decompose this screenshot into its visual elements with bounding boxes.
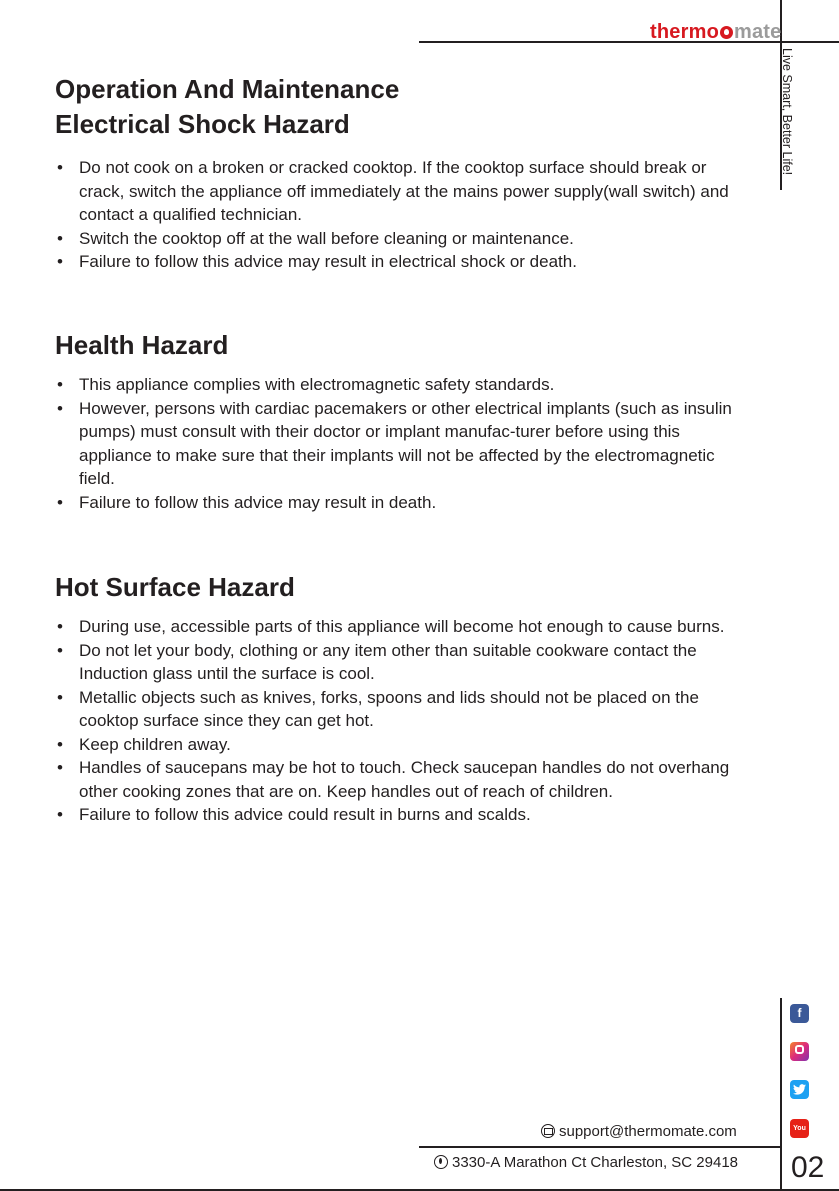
list-item: • Failure to follow this advice may result in death. [55,491,755,515]
list-item: • Failure to follow this advice could result in burns and scalds. [55,803,755,827]
title-line-operation: Operation And Maintenance [55,74,400,104]
flame-icon [720,26,733,39]
electrical-hazard-list [55,156,755,274]
list-item: • Switch the cooktop off at the wall before cleaning or maintenance. [55,227,755,251]
hot-surface-list [55,615,755,827]
location-pin-icon [434,1155,448,1169]
list-item: • Failure to follow this advice may result in electrical shock or death. [55,250,755,274]
twitter-bird [793,1084,806,1095]
twitter-icon[interactable] [790,1080,809,1099]
brand-logo [650,20,781,44]
health-hazard-section [55,328,755,514]
title-line-electrical: Electrical Shock Hazard [55,109,350,139]
list-item: • This appliance complies with electromagnetic safety standards. [55,373,755,397]
address-text: 3330-A Marathon Ct Charleston, SC 29418 [452,1154,739,1171]
list-item: • Do not let your body, clothing or any item other than suitable cookware contact the Induction glass until the surface is cool. [55,639,755,686]
youtube-glyph: You Tube [791,1125,808,1151]
instagram-ring [795,1045,804,1054]
logo-text-mate: mate [733,21,782,43]
section-title-hot-surface: Hot Surface Hazard [55,572,295,602]
youtube-icon[interactable] [790,1119,809,1151]
facebook-glyph: f [797,1006,802,1020]
page-number: 02 [791,1151,825,1184]
email-text: support@thermomate.com [559,1123,737,1140]
mail-icon [541,1124,555,1138]
support-email[interactable] [541,1122,737,1142]
list-item: • However, persons with cardiac pacemakers or other electrical implants (such as insulin pumps) must consult with their doctor or implant manufac-turer before using this appliance to make sure that their implants will not be affected by the electromagnetic field. [55,397,755,491]
list-item: • Handles of saucepans may be hot to touch. Check saucepan handles do not overhang other cooking zones that are on. Keep handles out of reach of children. [55,756,755,803]
list-item: • During use, accessible parts of this appliance will become hot enough to cause burns. [55,615,755,639]
side-rule-bottom [780,998,782,1191]
hot-surface-section [55,570,755,827]
footer-rule [419,1146,781,1148]
logo-text-thermo: thermo [650,21,719,43]
list-item: • Metallic objects such as knives, forks, spoons and lids should not be placed on the cooktop surface since they can get hot. [55,686,755,733]
section-title-health: Health Hazard [55,330,229,360]
instagram-icon[interactable] [790,1042,809,1061]
postal-address [434,1153,738,1173]
section-title-electrical [55,72,755,142]
list-item: • Do not cook on a broken or cracked cooktop. If the cooktop surface should break or crack, switch the appliance off immediately at the mains power supply(wall switch) and contact a qualified technician. [55,156,755,227]
main-content [55,72,755,824]
tagline: Live Smart, Better Life! [780,48,794,176]
list-item: • Keep children away. [55,733,755,757]
facebook-icon[interactable] [790,1004,809,1023]
health-hazard-list [55,373,755,514]
